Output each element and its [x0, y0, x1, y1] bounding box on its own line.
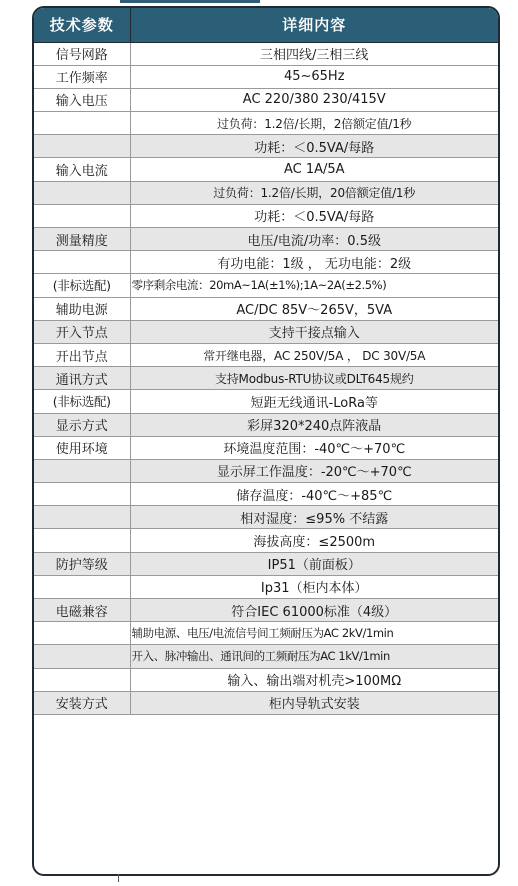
table-row: [34, 65, 498, 88]
param-cell: 测量精度: [34, 228, 130, 251]
spec-table-frame: [32, 6, 500, 876]
table-row: [34, 506, 498, 529]
header-param: 技术参数: [34, 8, 130, 42]
param-cell: 通讯方式: [34, 367, 130, 390]
detail-cell: 开入、脉冲输出、通讯间的工频耐压为AC 1kV/1min: [130, 645, 498, 668]
param-cell: [34, 506, 130, 529]
top-accent-line: [120, 0, 260, 3]
detail-cell: 过负荷：1.2倍/长期，20倍额定值/1秒: [130, 181, 498, 204]
param-cell: 输入电流: [34, 158, 130, 181]
table-row: [34, 228, 498, 251]
param-cell: 电磁兼容: [34, 599, 130, 622]
table-row: [34, 297, 498, 320]
table-row: [34, 645, 498, 668]
table-row: [34, 320, 498, 343]
param-cell: [34, 529, 130, 552]
spec-table: [34, 8, 498, 715]
bottom-tick: [118, 874, 119, 882]
table-row: [34, 413, 498, 436]
table-row: [34, 459, 498, 482]
table-row: [34, 622, 498, 645]
table-row: [34, 599, 498, 622]
detail-cell: 零序剩余电流：20mA~1A(±1%);1A~2A(±2.5%): [130, 274, 498, 297]
detail-cell: 短距无线通讯-LoRa等: [130, 390, 498, 413]
detail-cell: 支持干接点输入: [130, 320, 498, 343]
table-row: [34, 204, 498, 227]
param-cell: [34, 668, 130, 691]
table-row: [34, 274, 498, 297]
detail-cell: IP51（前面板）: [130, 552, 498, 575]
param-cell: (非标选配): [34, 390, 130, 413]
param-cell: [34, 483, 130, 506]
table-row: [34, 88, 498, 111]
table-row: [34, 691, 498, 714]
param-cell: [34, 575, 130, 598]
detail-cell: 相对湿度：≤95% 不结露: [130, 506, 498, 529]
table-row: [34, 367, 498, 390]
header-detail: 详细内容: [130, 8, 498, 42]
param-cell: [34, 112, 130, 135]
param-cell: 显示方式: [34, 413, 130, 436]
table-row: [34, 181, 498, 204]
table-row: [34, 483, 498, 506]
param-cell: 安装方式: [34, 691, 130, 714]
param-cell: 防护等级: [34, 552, 130, 575]
detail-cell: 常开继电器，AC 250V/5A ， DC 30V/5A: [130, 343, 498, 366]
param-cell: 工作频率: [34, 65, 130, 88]
detail-cell: 支持Modbus-RTU协议或DLT645规约: [130, 367, 498, 390]
param-cell: [34, 251, 130, 274]
table-row: [34, 42, 498, 65]
detail-cell: 符合IEC 61000标准（4级）: [130, 599, 498, 622]
detail-cell: 电压/电流/功率：0.5级: [130, 228, 498, 251]
param-cell: [34, 622, 130, 645]
detail-cell: AC 220/380 230/415V: [130, 88, 498, 111]
param-cell: [34, 459, 130, 482]
spec-table-body: [34, 42, 498, 714]
table-row: [34, 158, 498, 181]
table-row: [34, 575, 498, 598]
detail-cell: 有功电能：1级 ， 无功电能：2级: [130, 251, 498, 274]
detail-cell: 辅助电源、电压/电流信号间工频耐压为AC 2kV/1min: [130, 622, 498, 645]
table-row: [34, 135, 498, 158]
param-cell: 输入电压: [34, 88, 130, 111]
table-row: [34, 436, 498, 459]
table-row: [34, 390, 498, 413]
detail-cell: Ip31（柜内本体）: [130, 575, 498, 598]
param-cell: [34, 181, 130, 204]
table-row: [34, 552, 498, 575]
detail-cell: 功耗：＜0.5VA/每路: [130, 135, 498, 158]
table-row: [34, 112, 498, 135]
detail-cell: 储存温度：-40℃～+85℃: [130, 483, 498, 506]
detail-cell: 海拔高度：≤2500m: [130, 529, 498, 552]
detail-cell: 三相四线/三相三线: [130, 42, 498, 65]
table-row: [34, 343, 498, 366]
param-cell: [34, 645, 130, 668]
table-row: [34, 529, 498, 552]
param-cell: [34, 135, 130, 158]
detail-cell: 环境温度范围：-40℃～+70℃: [130, 436, 498, 459]
param-cell: 使用环境: [34, 436, 130, 459]
param-cell: (非标选配): [34, 274, 130, 297]
detail-cell: 显示屏工作温度：-20℃～+70℃: [130, 459, 498, 482]
param-cell: 辅助电源: [34, 297, 130, 320]
detail-cell: AC 1A/5A: [130, 158, 498, 181]
table-row: [34, 251, 498, 274]
param-cell: [34, 204, 130, 227]
param-cell: 信号网路: [34, 42, 130, 65]
detail-cell: 输入、输出端对机壳>100MΩ: [130, 668, 498, 691]
detail-cell: AC/DC 85V～265V，5VA: [130, 297, 498, 320]
detail-cell: 柜内导轨式安装: [130, 691, 498, 714]
table-row: [34, 668, 498, 691]
param-cell: 开入节点: [34, 320, 130, 343]
table-header-row: [34, 8, 498, 42]
detail-cell: 彩屏320*240点阵液晶: [130, 413, 498, 436]
detail-cell: 功耗：＜0.5VA/每路: [130, 204, 498, 227]
detail-cell: 过负荷：1.2倍/长期，2倍额定值/1秒: [130, 112, 498, 135]
param-cell: 开出节点: [34, 343, 130, 366]
detail-cell: 45~65Hz: [130, 65, 498, 88]
